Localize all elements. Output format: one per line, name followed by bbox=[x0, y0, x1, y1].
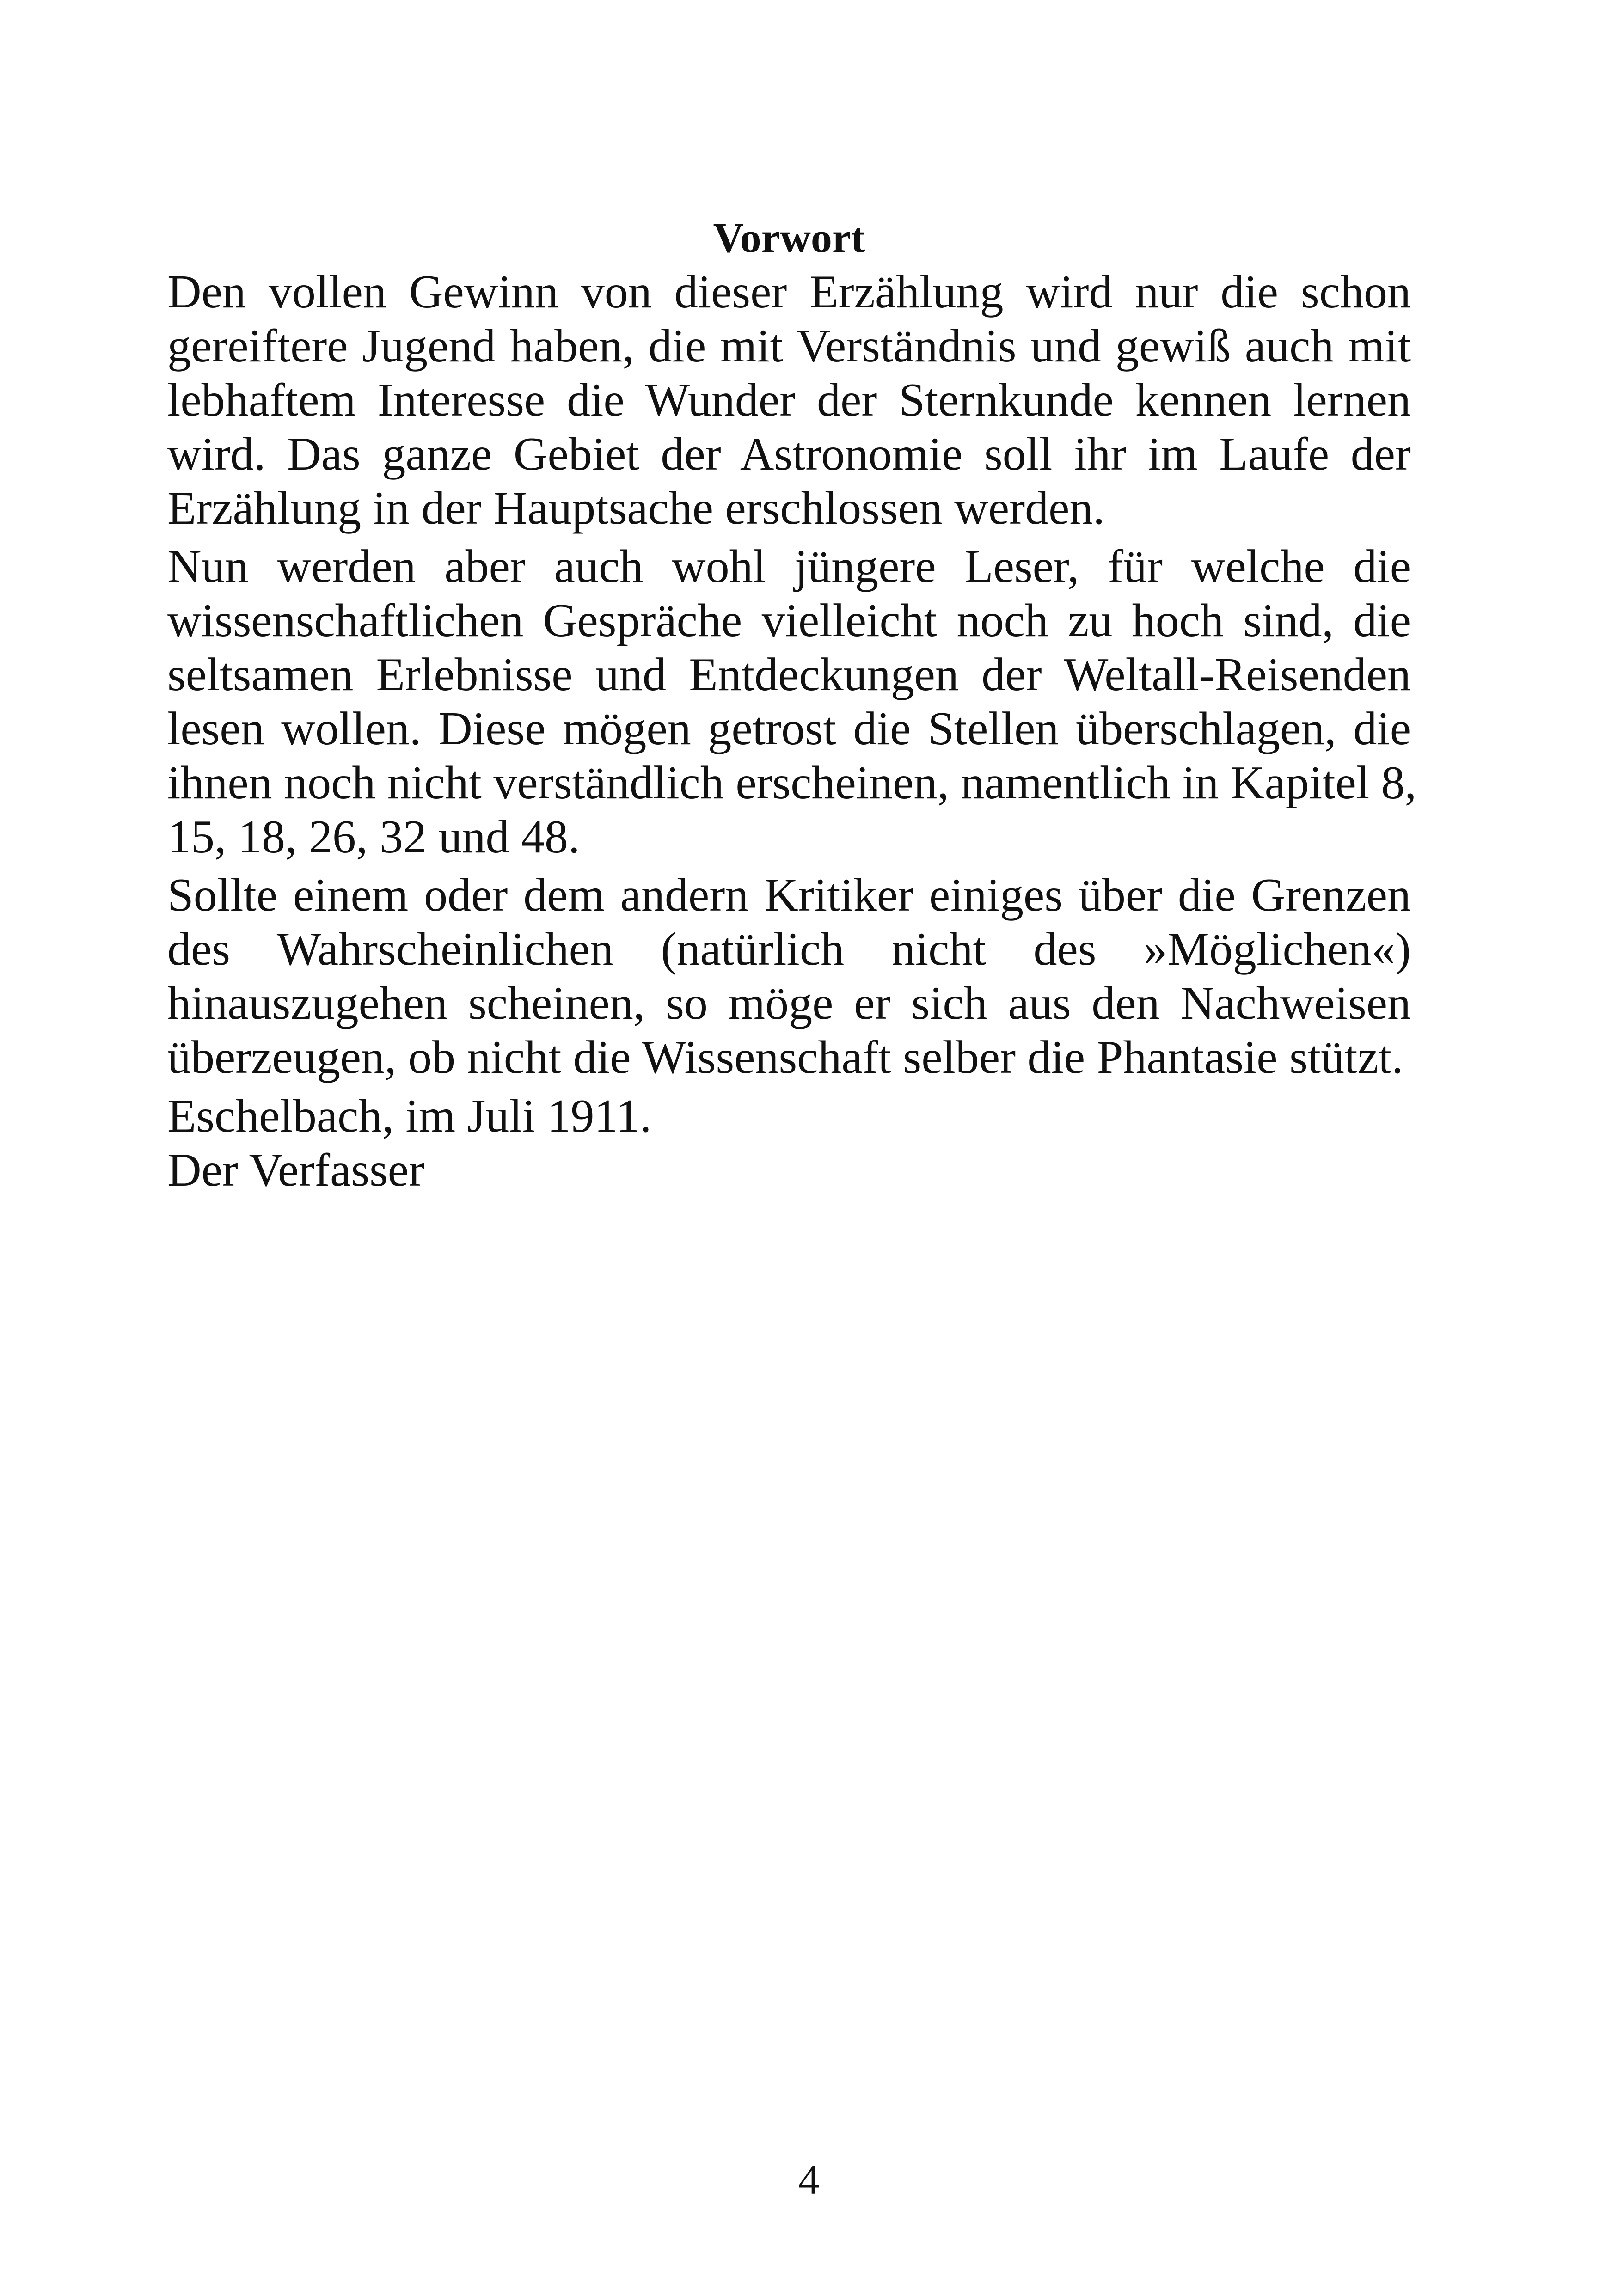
text-line: des Wahrscheinlichen (natürlich nicht des »Möglichen«) bbox=[167, 923, 1411, 975]
text-line: Sollte einem oder dem andern Kritiker einiges über die Grenzen bbox=[167, 869, 1411, 921]
place-date: Eschelbach, im Juli 1911. bbox=[167, 1090, 652, 1142]
text-line: Nun werden aber auch wohl jüngere Leser, für welche die bbox=[167, 540, 1411, 593]
foreword-text bbox=[167, 210, 1417, 1197]
text-line: seltsamen Erlebnisse und Entdeckungen der Weltall-Reisenden bbox=[167, 649, 1411, 701]
text-line: wissenschaftlichen Gespräche vielleicht noch zu hoch sind, die bbox=[167, 594, 1411, 647]
text-line: ihnen noch nicht verständlich erscheinen, namentlich in Kapitel 8, bbox=[167, 757, 1417, 809]
signature: Der Verfasser bbox=[167, 1144, 425, 1196]
page-number: 4 bbox=[798, 2156, 820, 2203]
text-line: wird. Das ganze Gebiet der Astronomie soll ihr im Laufe der bbox=[167, 428, 1411, 480]
text-line: Erzählung in der Hauptsache erschlossen werden. bbox=[167, 482, 1105, 534]
page-title: Vorwort bbox=[713, 214, 865, 261]
text-line: lebhaftem Interesse die Wunder der Sternkunde kennen lernen bbox=[167, 374, 1411, 426]
text-line: 15, 18, 26, 32 und 48. bbox=[167, 811, 580, 863]
text-line: lesen wollen. Diese mögen getrost die Stellen überschlagen, die bbox=[167, 703, 1411, 755]
paragraph-1 bbox=[167, 265, 1411, 535]
paragraph-3 bbox=[167, 868, 1411, 1084]
text-line: überzeugen, ob nicht die Wissenschaft selber die Phantasie stützt. bbox=[167, 1031, 1403, 1084]
text-line: gereiftere Jugend haben, die mit Verständnis und gewiß auch mit bbox=[167, 320, 1411, 372]
paragraph-2 bbox=[167, 539, 1417, 864]
text-line: hinauszugehen scheinen, so möge er sich aus den Nachweisen bbox=[167, 977, 1411, 1029]
text-line: Den vollen Gewinn von dieser Erzählung wird nur die schon bbox=[167, 266, 1411, 318]
